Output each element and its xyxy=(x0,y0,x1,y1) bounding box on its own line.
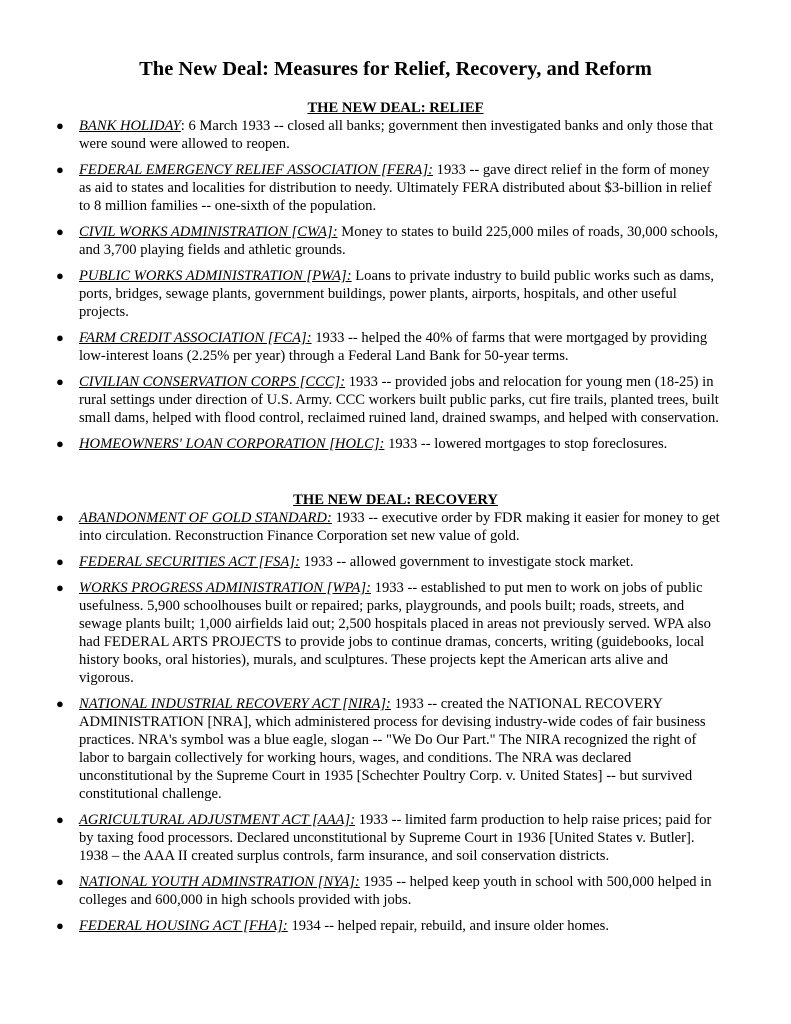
list-item xyxy=(0,695,791,803)
item-text: 1933 -- gave direct relief in the form of money as aid to states and localities for distribution to needy. Ultimately FERA distributed about $3-billion in relief to 8 million families -- one-sixth of the population. xyxy=(79,162,712,214)
item-term: NATIONAL INDUSTRIAL RECOVERY ACT [NIRA]: xyxy=(79,696,391,712)
list-item xyxy=(0,329,791,365)
bullet-icon: ● xyxy=(56,554,64,569)
item-text: 1933 -- allowed government to investigate stock market. xyxy=(303,554,634,570)
bullet-icon: ● xyxy=(56,510,64,525)
list-item xyxy=(0,223,791,259)
item-term: AGRICULTURAL ADJUSTMENT ACT [AAA]: xyxy=(79,812,356,828)
item-text: 1935 -- helped keep youth in school with 500,000 helped in colleges and 600,000 in high schools provided with jobs. xyxy=(79,874,712,908)
list-item xyxy=(0,579,791,687)
item-term: FEDERAL HOUSING ACT [FHA]: xyxy=(79,918,288,934)
item-term: FEDERAL EMERGENCY RELIEF ASSOCIATION [FERA]: xyxy=(79,162,434,178)
item-text: 1934 -- helped repair, rebuild, and insure older homes. xyxy=(291,918,609,934)
section-heading-relief: THE NEW DEAL: RELIEF xyxy=(307,100,484,116)
list-item xyxy=(0,811,791,865)
item-text: Money to states to build 225,000 miles of roads, 30,000 schools, and 3,700 playing fields and athletic grounds. xyxy=(79,224,719,258)
bullet-icon: ● xyxy=(56,268,64,283)
item-text: 1933 -- provided jobs and relocation for young men (18-25) in rural settings under direction of U.S. Army. CCC workers built public parks, cut fire trails, planted trees, built small dams, helped with flood control, reclaimed ruined land, drained swamps, and helped with conservation. xyxy=(79,374,719,426)
item-text: Loans to private industry to build public works such as dams, ports, bridges, sewage plants, government buildings, power plants, airports, hospitals, and other useful projects. xyxy=(79,268,714,320)
page-title: The New Deal: Measures for Relief, Recovery, and Reform xyxy=(139,58,652,80)
bullet-icon: ● xyxy=(56,162,64,177)
item-term: WORKS PROGRESS ADMINISTRATION [WPA]: xyxy=(79,580,371,596)
bullet-icon: ● xyxy=(56,374,64,389)
list-item xyxy=(0,553,791,571)
item-text: 1933 -- executive order by FDR making it easier for money to get into circulation. Reconstruction Finance Corporation set new value of gold. xyxy=(79,510,720,544)
item-text: 1933 -- lowered mortgages to stop foreclosures. xyxy=(388,436,668,452)
bullet-icon: ● xyxy=(56,918,64,933)
item-text: 6 March 1933 -- closed all banks; government then investigated banks and only those that were sound were allowed to reopen. xyxy=(79,118,713,152)
item-text: 1933 -- limited farm production to help raise prices; paid for by taxing food processors. Declared unconstitutional by Supreme Court in 1936 [United States v. Butler]. 1938 – the AAA II created surplus controls, farm insurance, and soil conservation districts. xyxy=(79,812,712,864)
recovery-list xyxy=(0,509,791,943)
list-item xyxy=(0,161,791,215)
item-term: ABANDONMENT OF GOLD STANDARD: xyxy=(79,510,332,526)
bullet-icon: ● xyxy=(56,874,64,889)
section-heading-recovery: THE NEW DEAL: RECOVERY xyxy=(293,492,498,508)
bullet-icon: ● xyxy=(56,580,64,595)
bullet-icon: ● xyxy=(56,436,64,451)
list-item xyxy=(0,873,791,909)
relief-list xyxy=(0,117,791,461)
item-term: PUBLIC WORKS ADMINISTRATION [PWA]: xyxy=(79,268,352,284)
item-term: CIVIL WORKS ADMINISTRATION [CWA]: xyxy=(79,224,338,240)
bullet-icon: ● xyxy=(56,224,64,239)
item-text: 1933 -- established to put men to work on jobs of public usefulness. 5,900 schoolhouses built or repaired; parks, playgrounds, and pools built; roads, streets, and sewage plants built; 1,000 airfields laid out; 2,500 hospitals placed in areas not previously served. WPA also had FEDERAL ARTS PROJECTS to provide jobs to continue dramas, concerts, writing (guidebooks, local history books, oral histories), murals, and sculptures. These projects kept the American arts alive and vigorous. xyxy=(79,580,711,686)
item-term: NATIONAL YOUTH ADMINSTRATION [NYA]: xyxy=(79,874,360,890)
bullet-icon: ● xyxy=(56,696,64,711)
item-text: 1933 -- created the NATIONAL RECOVERY ADMINISTRATION [NRA], which administered process for devising industry-wide codes of fair business practices. NRA's symbol was a blue eagle, slogan -- "We Do Our Part." The NIRA recognized the right of labor to bargain collectively for working hours, wages, and conditions. The NRA was declared unconstitutional by the Supreme Court in 1935 [Schechter Poultry Corp. v. United States] -- but survived constitutional challenge. xyxy=(79,696,706,802)
list-item xyxy=(0,509,791,545)
item-separator: : xyxy=(180,118,189,134)
item-text: 1933 -- helped the 40% of farms that were mortgaged by providing low-interest loans (2.25% per year) through a Federal Land Bank for 50-year terms. xyxy=(79,330,708,364)
item-term: CIVILIAN CONSERVATION CORPS [CCC]: xyxy=(79,374,346,390)
bullet-icon: ● xyxy=(56,812,64,827)
list-item xyxy=(0,917,791,935)
list-item xyxy=(0,117,791,153)
list-item xyxy=(0,267,791,321)
item-term: FEDERAL SECURITIES ACT [FSA]: xyxy=(79,554,300,570)
list-item xyxy=(0,435,791,453)
item-term: BANK HOLIDAY xyxy=(79,118,181,134)
bullet-icon: ● xyxy=(56,118,64,133)
item-term: FARM CREDIT ASSOCIATION [FCA]: xyxy=(79,330,312,346)
bullet-icon: ● xyxy=(56,330,64,345)
item-term: HOMEOWNERS' LOAN CORPORATION [HOLC]: xyxy=(79,436,385,452)
list-item xyxy=(0,373,791,427)
